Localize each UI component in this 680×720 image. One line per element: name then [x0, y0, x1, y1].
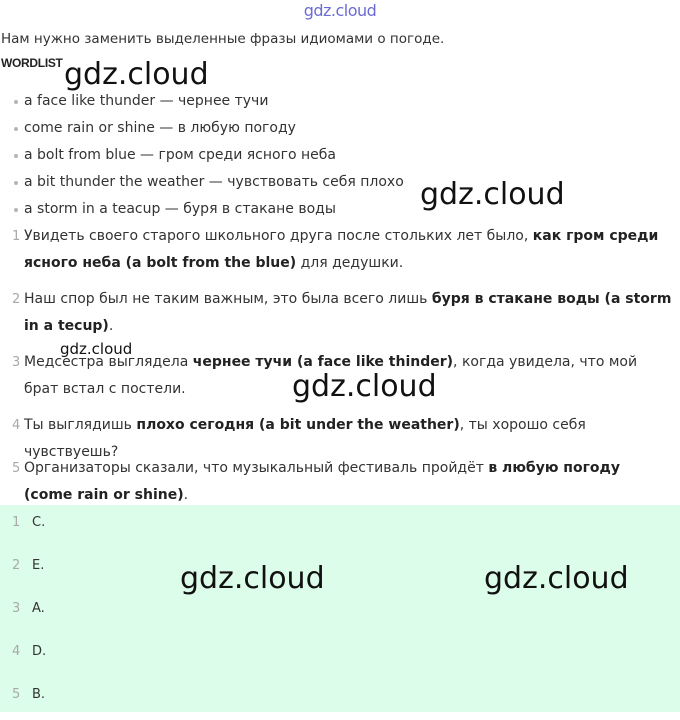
- wordlist-item: [0, 90, 680, 117]
- task-instruction: Нам нужно заменить выделенные фразы идиомами о погоде.: [1, 31, 445, 47]
- task-highlight: в любую погоду (come rain or shine): [24, 460, 620, 503]
- wordlist-item: [0, 171, 680, 198]
- answer-row: [0, 634, 680, 677]
- task-list: [0, 223, 680, 510]
- answer-block: [0, 505, 680, 712]
- watermark: gdz.cloud: [420, 177, 565, 212]
- answer-value: C.: [32, 515, 46, 530]
- task-number: 2: [12, 292, 21, 307]
- task-text-end: , ты хорошо себя чувствуешь?: [24, 417, 586, 460]
- header-watermark: gdz.cloud: [303, 1, 377, 20]
- bullet-icon: [14, 154, 18, 158]
- task-text-end: для дедушки.: [296, 255, 404, 271]
- task-highlight: буря в стакане воды (a storm in a tecup): [24, 291, 672, 334]
- task-number: 1: [12, 229, 21, 244]
- wordlist-item-text: a bit thunder the weather — чувствовать себя плохо: [24, 174, 404, 190]
- wordlist-item-text: a storm in a teacup — буря в стакане воды: [24, 201, 336, 217]
- answer-number: 4: [12, 644, 21, 659]
- wordlist-heading: WORDLIST: [1, 56, 63, 70]
- answer-number: 1: [12, 515, 21, 530]
- answer-number: 2: [12, 558, 21, 573]
- wordlist: [0, 90, 680, 225]
- bullet-icon: [14, 127, 18, 131]
- task-text: Увидеть своего старого школьного друга после стольких лет было,: [24, 228, 533, 244]
- watermark: gdz.cloud: [180, 561, 325, 596]
- wordlist-item-text: come rain or shine — в любую погоду: [24, 120, 296, 136]
- task-text: Наш спор был не таким важным, это была всего лишь: [24, 291, 432, 307]
- answer-row: [0, 591, 680, 634]
- task-highlight: как гром среди ясного неба (a bolt from the blue): [24, 228, 659, 271]
- task-text: Ты выглядишь: [24, 417, 137, 433]
- answer-value: A.: [32, 601, 45, 616]
- wordlist-item-text: a bolt from blue — гром среди ясного неба: [24, 147, 336, 163]
- wordlist-item: [0, 117, 680, 144]
- task-text: Медсестра выглядела: [24, 354, 193, 370]
- task-item: [0, 223, 680, 286]
- answer-number: 5: [12, 687, 21, 702]
- watermark: gdz.cloud: [292, 369, 437, 404]
- wordlist-item: [0, 198, 680, 225]
- watermark: gdz.cloud: [60, 340, 133, 358]
- answer-value: D.: [32, 644, 47, 659]
- bullet-icon: [14, 181, 18, 185]
- watermark: gdz.cloud: [484, 561, 629, 596]
- answer-row: [0, 505, 680, 548]
- answer-value: E.: [32, 558, 45, 573]
- task-highlight: чернее тучи (a face like thinder): [192, 354, 454, 370]
- task-number: 4: [12, 418, 21, 433]
- bullet-icon: [14, 208, 18, 212]
- task-text-end: , когда увидела, что мой брат встал с постели.: [24, 354, 638, 397]
- watermark: gdz.cloud: [64, 57, 209, 92]
- bullet-icon: [14, 100, 18, 104]
- task-item: [0, 455, 680, 510]
- task-text-end: .: [183, 487, 189, 503]
- wordlist-item-text: a face like thunder — чернее тучи: [24, 93, 269, 109]
- task-text: Организаторы сказали, что музыкальный фестиваль пройдёт: [24, 460, 489, 476]
- answer-value: B.: [32, 687, 46, 702]
- answer-number: 3: [12, 601, 21, 616]
- task-item: [0, 412, 680, 460]
- task-highlight: плохо сегодня (a bit under the weather): [136, 417, 460, 433]
- answer-row: [0, 677, 680, 720]
- task-text-end: .: [108, 318, 114, 334]
- wordlist-item: [0, 144, 680, 171]
- task-number: 5: [12, 461, 21, 476]
- task-number: 3: [12, 355, 21, 370]
